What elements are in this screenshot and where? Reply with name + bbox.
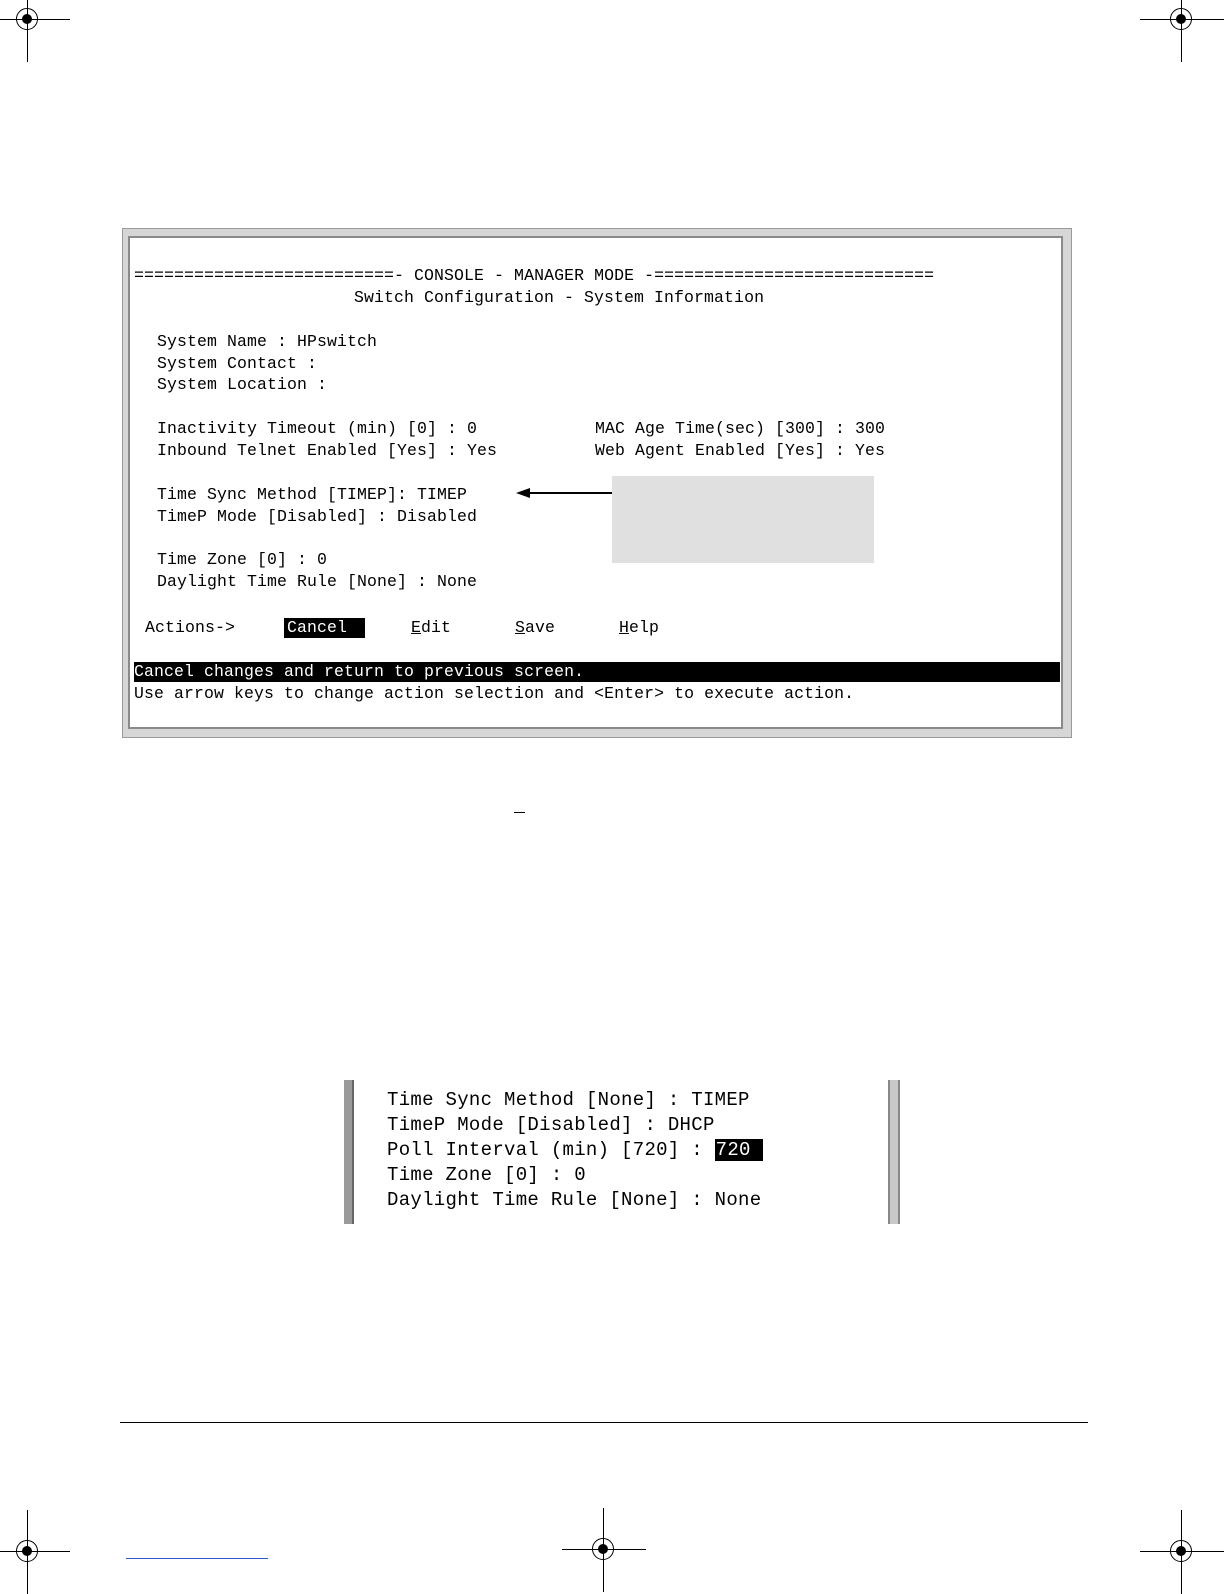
inactivity-timeout-field[interactable]: Inactivity Timeout (min) [0] : 0	[157, 419, 478, 438]
console-header: ==========================- CONSOLE - MANAGER MODE -============================	[134, 266, 935, 285]
timep-mode-field[interactable]: TimeP Mode [Disabled] : Disabled	[157, 507, 478, 526]
edit-hotkey: E	[411, 618, 422, 637]
registration-mark-bottom-right	[1162, 1532, 1202, 1572]
registration-mark-bottom-left	[8, 1532, 48, 1572]
cancel-action-button[interactable]: Cancel	[284, 618, 365, 638]
daylight-time-rule-field[interactable]: Daylight Time Rule [None] : None	[157, 572, 478, 591]
screen-subtitle: Switch Configuration - System Information	[354, 288, 765, 307]
console-screen	[128, 236, 1063, 729]
callout-box	[612, 476, 874, 563]
system-name-field[interactable]: System Name : HPswitch	[157, 332, 378, 351]
time-zone-field[interactable]: Time Zone [0] : 0	[157, 550, 328, 569]
inbound-telnet-field[interactable]: Inbound Telnet Enabled [Yes] : Yes	[157, 441, 498, 460]
snippet-poll-interval-field[interactable]	[387, 1138, 763, 1163]
snippet-right-border	[888, 1080, 900, 1224]
save-hotkey: S	[515, 618, 526, 637]
snippet-time-zone[interactable]: Time Zone [0] : 0	[387, 1164, 586, 1186]
actions-label: Actions->	[145, 618, 236, 637]
status-line: Cancel changes and return to previous screen.	[134, 662, 1060, 682]
footer-link-underline	[126, 1558, 268, 1559]
help-action-button[interactable]	[619, 618, 659, 638]
registration-mark-bottom-center	[584, 1530, 624, 1570]
save-label: ave	[525, 618, 556, 637]
poll-interval-input[interactable]: 720	[715, 1139, 763, 1161]
dash-mark	[514, 812, 525, 813]
save-action-button[interactable]	[515, 618, 555, 638]
snippet-time-sync-method[interactable]: Time Sync Method [None] : TIMEP	[387, 1089, 750, 1111]
edit-action-button[interactable]	[411, 618, 451, 638]
snippet-left-border	[344, 1080, 354, 1224]
snippet-timep-mode[interactable]: TimeP Mode [Disabled] : DHCP	[387, 1114, 715, 1136]
help-label: elp	[629, 618, 660, 637]
mac-age-time-field[interactable]: MAC Age Time(sec) [300] : 300	[595, 419, 886, 438]
callout-arrow-head	[516, 488, 530, 498]
footer-rule	[120, 1422, 1088, 1423]
help-hint-line: Use arrow keys to change action selection and <Enter> to execute action.	[134, 684, 855, 703]
poll-interval-label: Poll Interval (min) [720] :	[387, 1139, 715, 1161]
time-sync-method-field[interactable]: Time Sync Method [TIMEP]: TIMEP	[157, 485, 468, 504]
registration-mark-top-left	[8, 0, 48, 40]
console-window-frame	[122, 228, 1072, 738]
web-agent-field[interactable]: Web Agent Enabled [Yes] : Yes	[595, 441, 886, 460]
zoomed-console-snippet	[344, 1080, 900, 1224]
snippet-daylight-time-rule[interactable]: Daylight Time Rule [None] : None	[387, 1189, 762, 1211]
registration-mark-top-right	[1162, 0, 1202, 40]
edit-label: dit	[421, 618, 452, 637]
system-location-field[interactable]: System Location :	[157, 375, 328, 394]
callout-arrow-line	[528, 492, 612, 494]
help-hotkey: H	[619, 618, 630, 637]
system-contact-field[interactable]: System Contact :	[157, 354, 318, 373]
